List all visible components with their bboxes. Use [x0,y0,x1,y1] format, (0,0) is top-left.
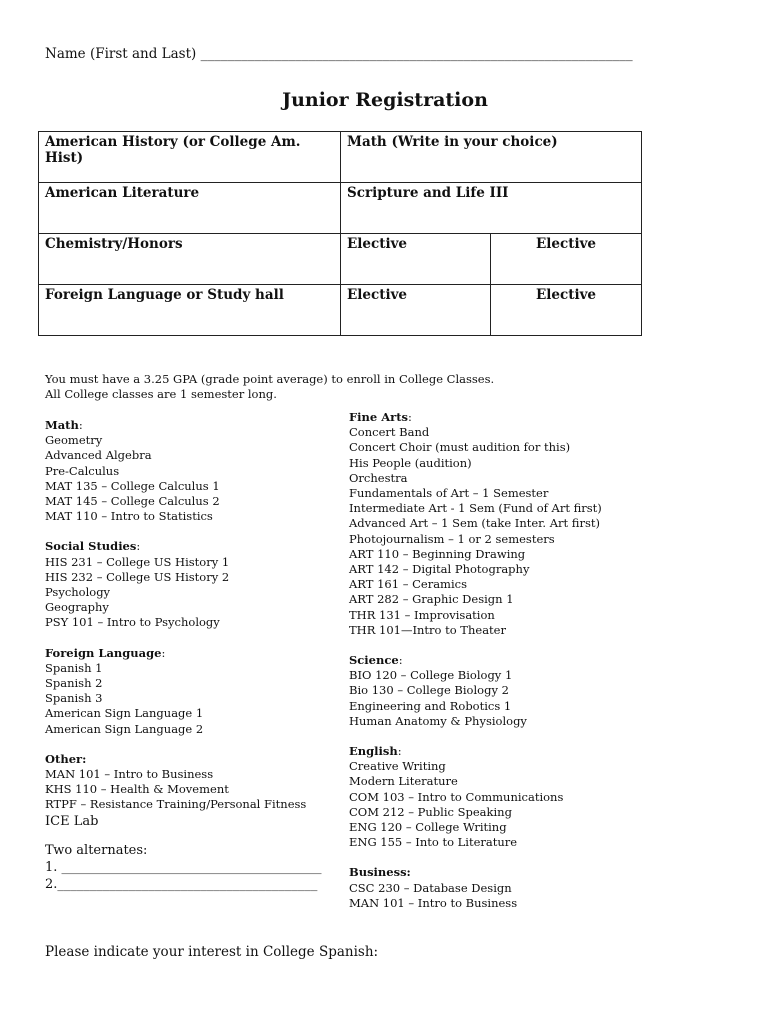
alternate-line-1[interactable]: 1. ________________________________________ [45,859,322,875]
table-row [39,285,642,336]
heading-label: Social Studies [45,539,137,554]
list-item: PSY 101 – Intro to Psychology [45,615,220,630]
gpa-note [45,372,494,402]
list-item: ENG 120 – College Writing [349,820,507,835]
other-group [45,752,322,830]
list-item: THR 131 – Improvisation [349,607,495,622]
list-item: Concert Choir (must audition for this) [349,440,571,455]
left-course-column [45,418,322,893]
list-item: THR 101—Intro to Theater [349,622,506,637]
list-item: COM 212 – Public Speaking [349,804,512,819]
page-title: Junior Registration [282,89,488,111]
list-item: Bio 130 – College Biology 2 [349,683,509,698]
alternate-line-2[interactable]: 2.________________________________________ [45,876,318,892]
list-item: ICE Lab [45,813,99,829]
alternates-label: Two alternates: [45,842,148,858]
list-item: Spanish 3 [45,691,103,706]
table-cell[interactable]: Chemistry/Honors [39,234,341,285]
list-item: ART 161 – Ceramics [349,577,467,592]
list-item: ART 110 – Beginning Drawing [349,546,526,561]
registration-table [38,131,642,336]
list-item: His People (audition) [349,455,472,470]
table-cell[interactable]: American Literature [39,183,341,234]
english-group [349,744,602,850]
list-item: HIS 231 – College US History 1 [45,554,230,569]
heading-colon: : [78,418,83,432]
list-item: MAN 101 – Intro to Business [349,895,518,910]
list-item: Engineering and Robotics 1 [349,698,512,713]
list-item: Orchestra [349,470,408,485]
science-group [349,653,602,729]
list-item: ENG 155 – Into to Literature [349,835,518,850]
list-item: MAT 110 – Intro to Statistics [45,509,213,524]
list-item: Fundamentals of Art – 1 Semester [349,486,549,501]
heading-label: Math [45,418,79,432]
table-cell[interactable]: Foreign Language or Study hall [39,285,341,336]
fine-arts-group [349,410,602,638]
list-item: Photojournalism – 1 or 2 semesters [349,531,555,546]
group-heading [349,410,602,425]
heading-label: Fine Arts [349,410,408,424]
heading-label: Foreign Language [45,645,162,660]
heading-colon: : [136,539,141,554]
alternates-section [45,842,322,893]
list-item: COM 103 – Intro to Communications [349,789,564,804]
list-item: Geometry [45,433,103,448]
list-item: MAT 135 – College Calculus 1 [45,478,220,493]
list-item: Human Anatomy & Physiology [349,713,527,728]
business-group [349,865,602,911]
heading-label: English [349,744,398,759]
list-item: ART 282 – Graphic Design 1 [349,592,514,607]
list-item: Concert Band [349,425,430,440]
social-studies-group [45,539,322,630]
list-item: BIO 120 – College Biology 1 [349,668,513,683]
list-item: American Sign Language 2 [45,721,204,736]
list-item: CSC 230 – Database Design [349,880,512,895]
list-item: Spanish 1 [45,660,103,675]
spanish-interest-prompt: Please indicate your interest in College Spanish: [45,944,379,960]
list-item: Advanced Algebra [45,448,152,463]
note-line: You must have a 3.25 GPA (grade point average) to enroll in College Classes. [45,372,495,386]
group-heading: Business: [349,865,411,880]
heading-label: Science [349,653,399,668]
table-cell[interactable]: American History (or College Am. Hist) [39,132,341,183]
list-item: Advanced Art – 1 Sem (take Inter. Art first) [349,516,600,531]
list-item: HIS 232 – College US History 2 [45,569,230,584]
list-item: Modern Literature [349,774,458,789]
table-cell[interactable]: Elective [491,234,642,285]
group-heading [45,539,322,554]
foreign-language-group [45,646,322,737]
list-item: Creative Writing [349,759,446,774]
heading-colon: : [397,744,402,759]
table-cell[interactable]: Elective [341,234,491,285]
math-group [45,418,322,524]
heading-colon: : [161,645,166,660]
name-field-line[interactable]: Name (First and Last) ________________________________________________________________ [45,46,633,62]
list-item: Intermediate Art - 1 Sem (Fund of Art first) [349,501,602,516]
list-item: Spanish 2 [45,676,103,691]
list-item: American Sign Language 1 [45,706,204,721]
table-cell[interactable]: Math (Write in your choice) [341,132,642,183]
table-cell[interactable]: Elective [491,285,642,336]
list-item: MAN 101 – Intro to Business [45,767,214,782]
table-cell[interactable]: Scripture and Life III [341,183,642,234]
list-item: RTPF – Resistance Training/Personal Fitness [45,797,307,812]
table-cell[interactable]: Elective [341,285,491,336]
heading-colon: : [398,653,403,668]
list-item: Psychology [45,585,111,600]
list-item: Geography [45,600,109,615]
table-row [39,183,642,234]
list-item: Pre-Calculus [45,463,120,478]
group-heading [45,646,322,661]
group-heading [45,418,322,433]
list-item: KHS 110 – Health & Movement [45,782,229,797]
right-course-column [349,410,602,926]
list-item: MAT 145 – College Calculus 2 [45,494,220,509]
heading-colon: : [407,410,412,424]
note-line: All College classes are 1 semester long. [45,387,277,401]
group-heading [349,744,602,759]
table-row [39,132,642,183]
list-item: ART 142 – Digital Photography [349,562,530,577]
group-heading [349,653,602,668]
table-row [39,234,642,285]
group-heading: Other: [45,751,87,766]
